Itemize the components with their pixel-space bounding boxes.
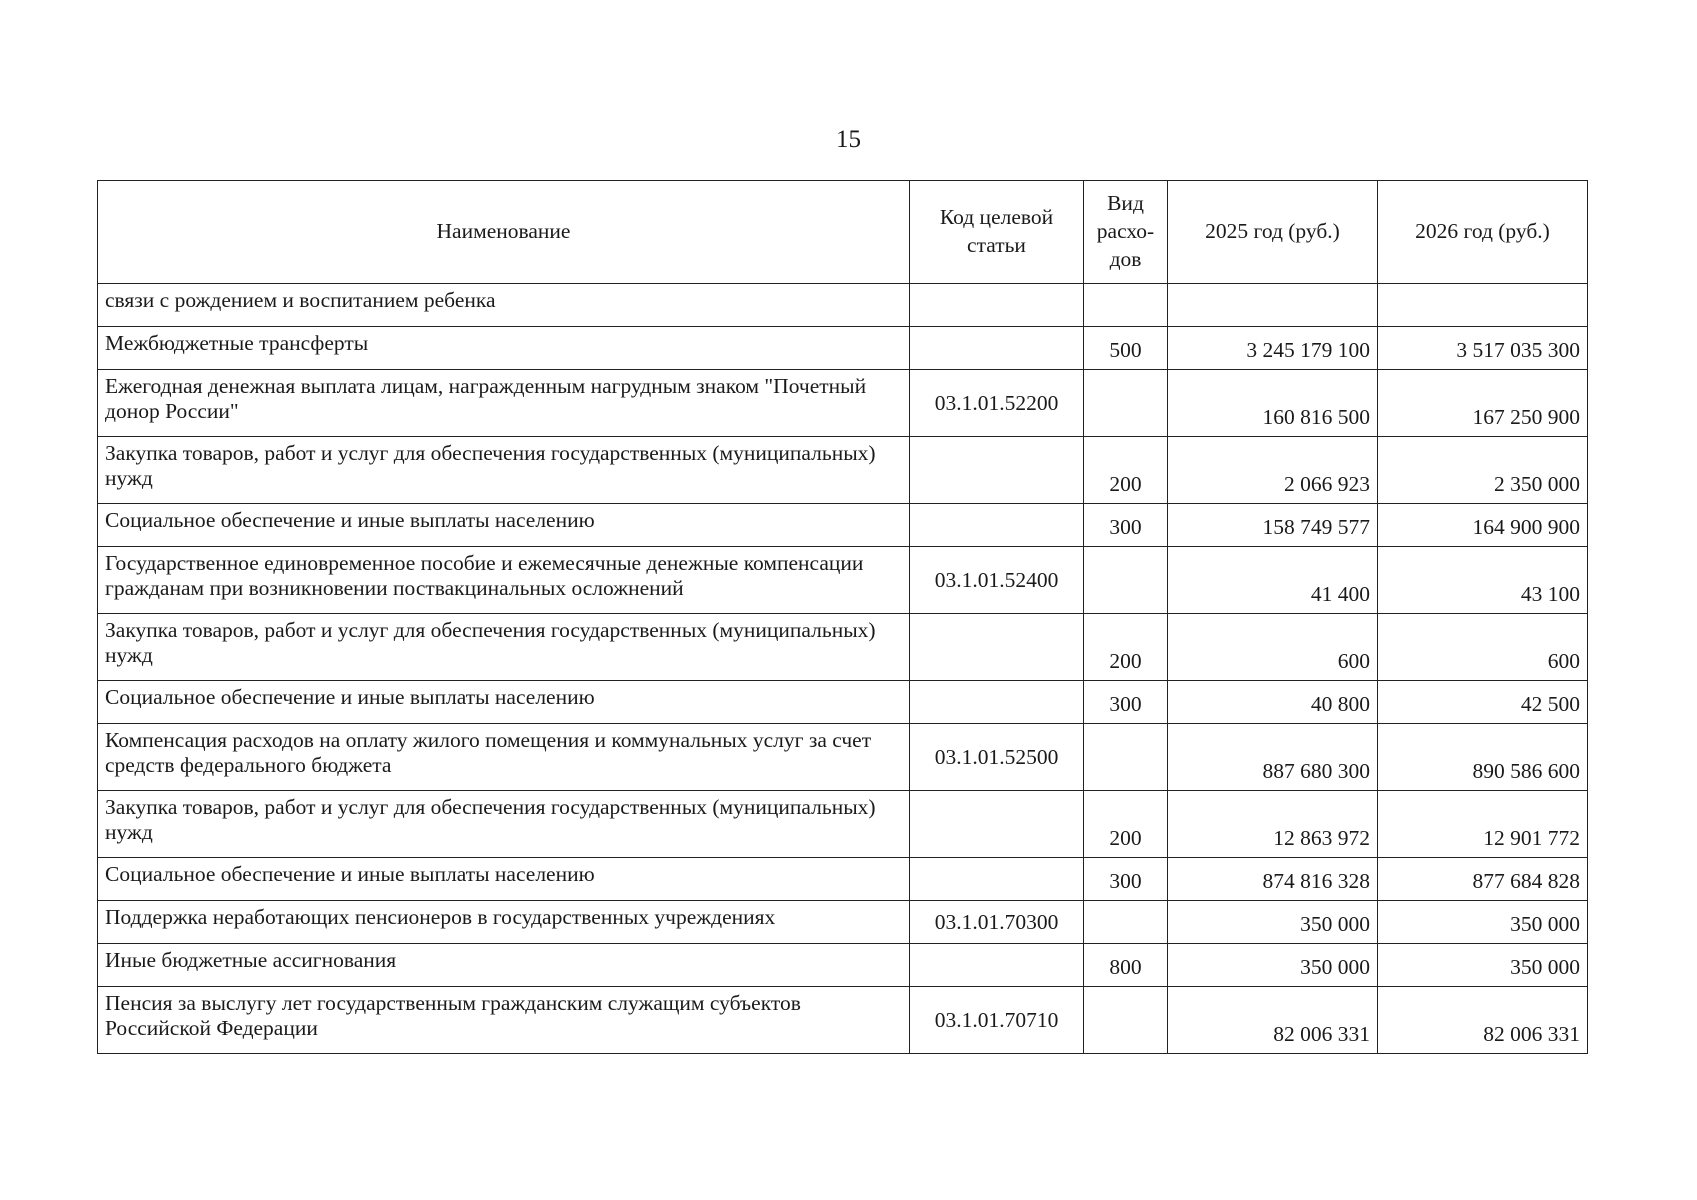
row-kind: 200 [1084, 791, 1168, 858]
header-kind: Вид расхо-дов [1084, 181, 1168, 284]
table-row [98, 944, 1588, 987]
header-name: Наименование [98, 181, 910, 284]
row-name: Социальное обеспечение и иные выплаты населению [98, 858, 910, 901]
row-value-2026: 82 006 331 [1378, 987, 1588, 1054]
page-number [0, 126, 1697, 154]
row-value-2025: 350 000 [1168, 944, 1378, 987]
row-code [910, 437, 1084, 504]
table-row [98, 614, 1588, 681]
row-kind: 300 [1084, 504, 1168, 547]
row-name: Межбюджетные трансферты [98, 327, 910, 370]
row-kind [1084, 370, 1168, 437]
row-kind: 200 [1084, 614, 1168, 681]
row-code: 03.1.01.70300 [910, 901, 1084, 944]
row-value-2025: 3 245 179 100 [1168, 327, 1378, 370]
page-number-text: 15 [836, 126, 861, 153]
table-row [98, 327, 1588, 370]
row-value-2026: 350 000 [1378, 901, 1588, 944]
row-name: Иные бюджетные ассигнования [98, 944, 910, 987]
row-code [910, 681, 1084, 724]
row-code [910, 504, 1084, 547]
row-value-2026: 43 100 [1378, 547, 1588, 614]
row-kind: 800 [1084, 944, 1168, 987]
row-code [910, 327, 1084, 370]
row-name: Ежегодная денежная выплата лицам, награжденным нагрудным знаком "Почетный донор России" [98, 370, 910, 437]
row-kind [1084, 284, 1168, 327]
row-value-2026: 12 901 772 [1378, 791, 1588, 858]
row-value-2025: 160 816 500 [1168, 370, 1378, 437]
row-name: Закупка товаров, работ и услуг для обеспечения государственных (муниципальных) нужд [98, 614, 910, 681]
table-header [98, 181, 1588, 284]
row-code [910, 791, 1084, 858]
row-kind [1084, 987, 1168, 1054]
table-row [98, 547, 1588, 614]
row-code [910, 614, 1084, 681]
row-name: Закупка товаров, работ и услуг для обеспечения государственных (муниципальных) нужд [98, 437, 910, 504]
row-value-2025: 82 006 331 [1168, 987, 1378, 1054]
row-code: 03.1.01.70710 [910, 987, 1084, 1054]
row-value-2026: 600 [1378, 614, 1588, 681]
row-kind [1084, 901, 1168, 944]
row-kind [1084, 547, 1168, 614]
row-value-2026: 3 517 035 300 [1378, 327, 1588, 370]
row-code: 03.1.01.52500 [910, 724, 1084, 791]
row-name: Поддержка неработающих пенсионеров в государственных учреждениях [98, 901, 910, 944]
row-name: Социальное обеспечение и иные выплаты населению [98, 504, 910, 547]
row-value-2025: 350 000 [1168, 901, 1378, 944]
row-name: связи с рождением и воспитанием ребенка [98, 284, 910, 327]
row-value-2026: 42 500 [1378, 681, 1588, 724]
row-kind: 300 [1084, 681, 1168, 724]
table-row [98, 901, 1588, 944]
table-row [98, 724, 1588, 791]
row-kind [1084, 724, 1168, 791]
table-row [98, 987, 1588, 1054]
budget-table [97, 180, 1588, 1054]
row-value-2025: 40 800 [1168, 681, 1378, 724]
row-kind: 300 [1084, 858, 1168, 901]
table-row [98, 791, 1588, 858]
row-value-2026: 2 350 000 [1378, 437, 1588, 504]
row-value-2026: 877 684 828 [1378, 858, 1588, 901]
row-name: Пенсия за выслугу лет государственным гражданским служащим субъектов Российской Федерации [98, 987, 910, 1054]
row-value-2026: 890 586 600 [1378, 724, 1588, 791]
row-value-2026: 164 900 900 [1378, 504, 1588, 547]
row-kind: 200 [1084, 437, 1168, 504]
row-name: Компенсация расходов на оплату жилого помещения и коммунальных услуг за счет средств федерального бюджета [98, 724, 910, 791]
row-value-2026: 167 250 900 [1378, 370, 1588, 437]
row-code [910, 284, 1084, 327]
header-year-2026: 2026 год (руб.) [1378, 181, 1588, 284]
table-row [98, 284, 1588, 327]
row-value-2025: 2 066 923 [1168, 437, 1378, 504]
table-row [98, 681, 1588, 724]
row-value-2025: 158 749 577 [1168, 504, 1378, 547]
row-value-2025 [1168, 284, 1378, 327]
row-code [910, 944, 1084, 987]
table-body [98, 284, 1588, 1054]
row-name: Государственное единовременное пособие и ежемесячные денежные компенсации гражданам при возникновении поствакцинальных осложнений [98, 547, 910, 614]
table-row [98, 858, 1588, 901]
table-row [98, 504, 1588, 547]
row-code [910, 858, 1084, 901]
row-value-2025: 41 400 [1168, 547, 1378, 614]
row-code: 03.1.01.52400 [910, 547, 1084, 614]
row-name: Закупка товаров, работ и услуг для обеспечения государственных (муниципальных) нужд [98, 791, 910, 858]
row-value-2025: 600 [1168, 614, 1378, 681]
row-value-2025: 12 863 972 [1168, 791, 1378, 858]
row-value-2026 [1378, 284, 1588, 327]
row-value-2026: 350 000 [1378, 944, 1588, 987]
row-value-2025: 887 680 300 [1168, 724, 1378, 791]
row-value-2025: 874 816 328 [1168, 858, 1378, 901]
header-code: Код целевой статьи [910, 181, 1084, 284]
header-year-2025: 2025 год (руб.) [1168, 181, 1378, 284]
table-row [98, 437, 1588, 504]
table-row [98, 370, 1588, 437]
row-code: 03.1.01.52200 [910, 370, 1084, 437]
header-row [98, 181, 1588, 284]
row-kind: 500 [1084, 327, 1168, 370]
row-name: Социальное обеспечение и иные выплаты населению [98, 681, 910, 724]
